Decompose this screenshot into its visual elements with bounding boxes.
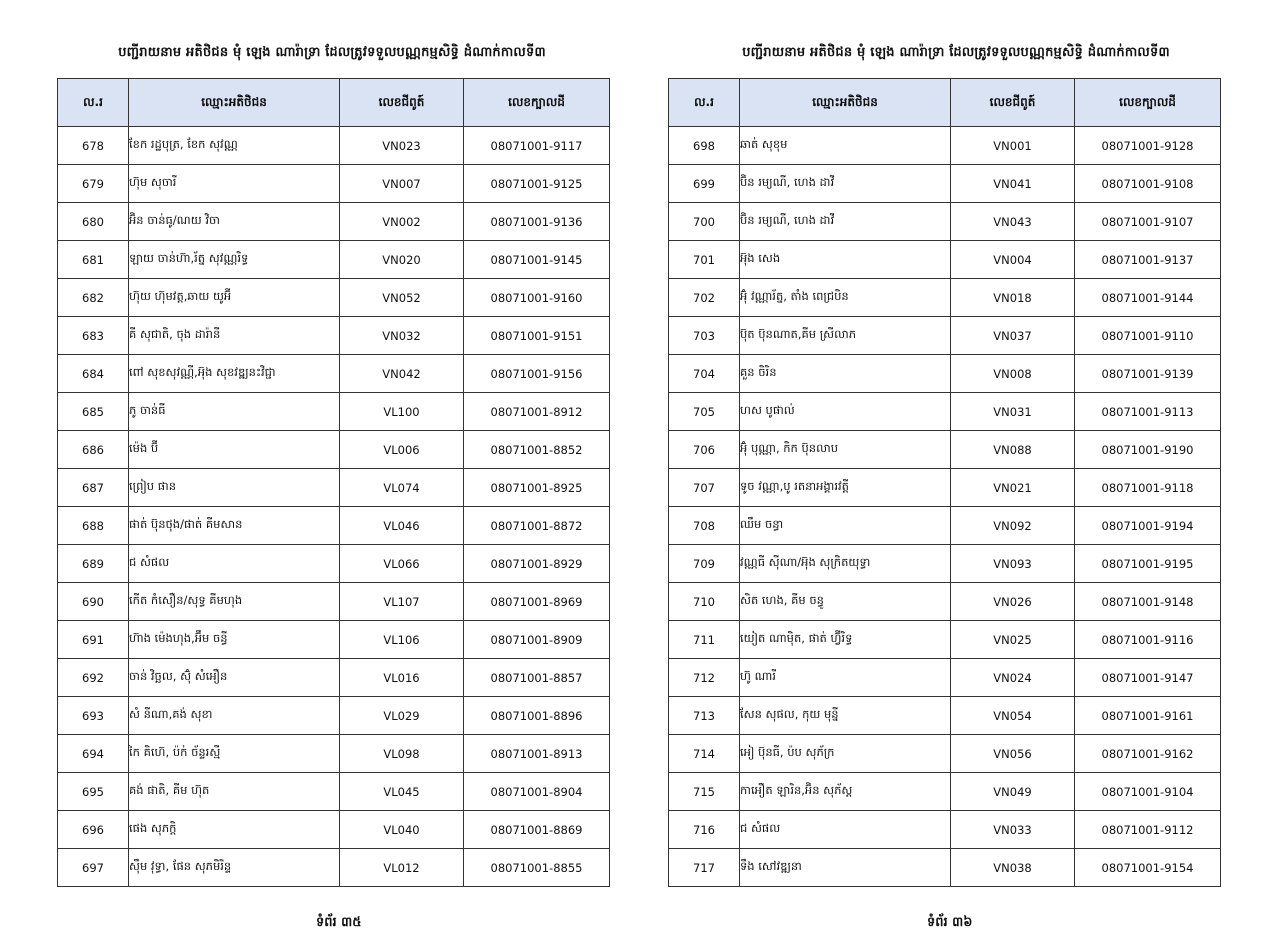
cell-no: 698 — [669, 127, 740, 165]
cell-code: VN054 — [951, 697, 1075, 735]
table-row — [669, 583, 1221, 621]
header-no: ល.រ — [58, 79, 129, 127]
table-row — [58, 431, 610, 469]
table-row — [669, 469, 1221, 507]
cell-name: ខែក រដ្ឋបុត្រ, ខែក សុវណ្ណ — [129, 127, 340, 165]
table-row — [669, 621, 1221, 659]
cell-land: 08071001-9108 — [1075, 165, 1221, 203]
cell-code: VN024 — [951, 659, 1075, 697]
cell-no: 699 — [669, 165, 740, 203]
header-code: លេខជីពូត៍ — [951, 79, 1075, 127]
header-no: ល.រ — [669, 79, 740, 127]
table-row — [58, 165, 610, 203]
cell-code: VN041 — [951, 165, 1075, 203]
cell-code: VL098 — [340, 735, 464, 773]
cell-name: វណ្ណធី ស៊ីណា/អ៊ុង សុក្រិតយុទ្ធា — [740, 545, 951, 583]
cell-name: អ៊ុំ វណ្ណារ័ត្ន, តាំង ពេជ្របិន — [740, 279, 951, 317]
cell-name: គួន ចិរិន — [740, 355, 951, 393]
cell-code: VN023 — [340, 127, 464, 165]
table-row — [669, 659, 1221, 697]
table-row — [669, 545, 1221, 583]
table-row — [58, 355, 610, 393]
table-row — [669, 393, 1221, 431]
header-name: ឈ្មោះអតិថិជន — [129, 79, 340, 127]
cell-code: VN092 — [951, 507, 1075, 545]
cell-land: 08071001-8909 — [464, 621, 610, 659]
cell-name: ឈឹម ចន្ធា — [740, 507, 951, 545]
cell-code: VL100 — [340, 393, 464, 431]
cell-code: VL016 — [340, 659, 464, 697]
cell-no: 697 — [58, 849, 129, 887]
table-row — [669, 735, 1221, 773]
table-row — [669, 317, 1221, 355]
cell-name: ឡាយ ចាន់ហ៊ា,រ័ត្ន សុវណ្ណរិទ្ធ — [129, 241, 340, 279]
cell-name: សំ នីណា,គង់ សុខា — [129, 697, 340, 735]
cell-no: 680 — [58, 203, 129, 241]
cell-code: VN026 — [951, 583, 1075, 621]
cell-name: ផាត់ ប៊ុនថុង/ផាត់ គីមសាន — [129, 507, 340, 545]
cell-code: VN004 — [951, 241, 1075, 279]
cell-code: VN093 — [951, 545, 1075, 583]
table-row — [58, 279, 610, 317]
cell-no: 687 — [58, 469, 129, 507]
right-page — [640, 0, 1280, 949]
cell-land: 08071001-9161 — [1075, 697, 1221, 735]
cell-land: 08071001-8872 — [464, 507, 610, 545]
page-number: ទំព័រ ៣៦ — [927, 915, 973, 930]
page-number: ទំព័រ ៣៥ — [316, 915, 362, 930]
cell-name: ពៅ សុខសុវណ្ណី,អ៊ុង សុខវឌ្ឍនះវិជ្ជា — [129, 355, 340, 393]
cell-no: 705 — [669, 393, 740, 431]
table-row — [58, 849, 610, 887]
cell-no: 700 — [669, 203, 740, 241]
cell-no: 685 — [58, 393, 129, 431]
cell-land: 08071001-9139 — [1075, 355, 1221, 393]
cell-name: អៀ ប៊ុនធី, ប៉ប សុភ័ក្រ — [740, 735, 951, 773]
cell-name: ប៊ុត ប៊ុនណាត,គីម ស្រីលាភ — [740, 317, 951, 355]
table-row — [669, 507, 1221, 545]
cell-name: គី សុជាតិ, ចុង ដារ៉ានី — [129, 317, 340, 355]
table-header-row — [58, 79, 610, 127]
cell-no: 695 — [58, 773, 129, 811]
cell-land: 08071001-8912 — [464, 393, 610, 431]
cell-name: ហ៊ូ ណារី — [740, 659, 951, 697]
table-row — [58, 811, 610, 849]
cell-name: ទូច វណ្ណា,បូ រតនាអង្គារវត្តី — [740, 469, 951, 507]
cell-name: ជ សំផល — [740, 811, 951, 849]
cell-name: ភូ ចាន់ធី — [129, 393, 340, 431]
cell-name: ឆាត់ សុខុម — [740, 127, 951, 165]
table-row — [669, 279, 1221, 317]
cell-no: 684 — [58, 355, 129, 393]
cell-no: 712 — [669, 659, 740, 697]
cell-name: ចាន់ វិច្ឆល, ស៊ុំ សំអឿន — [129, 659, 340, 697]
table-row — [669, 355, 1221, 393]
cell-code: VL012 — [340, 849, 464, 887]
cell-name: សិត ហេង, គីម ចន្ធូ — [740, 583, 951, 621]
table-row — [669, 697, 1221, 735]
cell-land: 08071001-9137 — [1075, 241, 1221, 279]
cell-name: កាអឿត ឡារិន,អ៊ិន សុភ័ស្ត — [740, 773, 951, 811]
cell-no: 683 — [58, 317, 129, 355]
cell-code: VL074 — [340, 469, 464, 507]
cell-name: កៃ គិហ៊េ, ប៉ក់ ច័ន្ទរស្មី — [129, 735, 340, 773]
cell-no: 691 — [58, 621, 129, 659]
cell-land: 08071001-9162 — [1075, 735, 1221, 773]
table-row — [58, 241, 610, 279]
cell-name: ហ៊ុយ ហ៊ុមវត្ត,ឆាយ យូអ៊ី — [129, 279, 340, 317]
cell-no: 690 — [58, 583, 129, 621]
cell-name: ទឹង សៅវឌ្ឍនា — [740, 849, 951, 887]
cell-land: 08071001-8913 — [464, 735, 610, 773]
table-row — [669, 203, 1221, 241]
cell-code: VN008 — [951, 355, 1075, 393]
cell-land: 08071001-9160 — [464, 279, 610, 317]
cell-code: VN021 — [951, 469, 1075, 507]
table-row — [58, 583, 610, 621]
table-row — [669, 773, 1221, 811]
cell-name: សែន សុផល, កុយ មុន្នី — [740, 697, 951, 735]
cell-code: VL046 — [340, 507, 464, 545]
cell-code: VL066 — [340, 545, 464, 583]
cell-no: 711 — [669, 621, 740, 659]
cell-land: 08071001-9147 — [1075, 659, 1221, 697]
header-code: លេខជីពូត៍ — [340, 79, 464, 127]
cell-land: 08071001-9128 — [1075, 127, 1221, 165]
cell-no: 681 — [58, 241, 129, 279]
cell-name: អ៊ុំ បុណ្ណា, កិក ប៊ុនលាប — [740, 431, 951, 469]
cell-land: 08071001-8929 — [464, 545, 610, 583]
cell-land: 08071001-9110 — [1075, 317, 1221, 355]
cell-code: VN007 — [340, 165, 464, 203]
cell-no: 714 — [669, 735, 740, 773]
table-row — [669, 241, 1221, 279]
cell-land: 08071001-9154 — [1075, 849, 1221, 887]
cell-land: 08071001-9117 — [464, 127, 610, 165]
table-row — [58, 735, 610, 773]
table-row — [669, 431, 1221, 469]
cell-no: 678 — [58, 127, 129, 165]
cell-name: ម៉េង ប៊ី — [129, 431, 340, 469]
cell-land: 08071001-9151 — [464, 317, 610, 355]
header-land: លេខក្បាលដី — [464, 79, 610, 127]
cell-land: 08071001-8852 — [464, 431, 610, 469]
table-header-row — [669, 79, 1221, 127]
cell-name: កើត កំសឿន/សុទ្ធ គីមហុង — [129, 583, 340, 621]
cell-name: ផេង សុភក្ដិ — [129, 811, 340, 849]
table-row — [669, 849, 1221, 887]
cell-name: ហ៊ាង ម៉េងហុង,អ៊ឹម ចន្ធី — [129, 621, 340, 659]
table-row — [58, 203, 610, 241]
cell-code: VN049 — [951, 773, 1075, 811]
cell-no: 709 — [669, 545, 740, 583]
cell-no: 715 — [669, 773, 740, 811]
cell-no: 713 — [669, 697, 740, 735]
cell-no: 686 — [58, 431, 129, 469]
cell-no: 710 — [669, 583, 740, 621]
page-title: បញ្ជីរាយនាម អតិថិជន មុំ ឡេង ណារ៉ាទ្រា ដែលត្រូវទទួលបណ្ណកម្មសិទ្ធិ ដំណាក់កាលទី៣ — [742, 45, 1170, 60]
cell-land: 08071001-8855 — [464, 849, 610, 887]
cell-code: VN042 — [340, 355, 464, 393]
cell-code: VL029 — [340, 697, 464, 735]
cell-no: 717 — [669, 849, 740, 887]
cell-land: 08071001-8925 — [464, 469, 610, 507]
cell-name: គង់ ផាតិ, គីម ហ៊ុត — [129, 773, 340, 811]
cell-no: 694 — [58, 735, 129, 773]
cell-land: 08071001-9112 — [1075, 811, 1221, 849]
cell-no: 679 — [58, 165, 129, 203]
cell-no: 716 — [669, 811, 740, 849]
header-name: ឈ្មោះអតិថិជន — [740, 79, 951, 127]
cell-name: ព្រៀប ផាន — [129, 469, 340, 507]
table-row — [58, 469, 610, 507]
cell-code: VN025 — [951, 621, 1075, 659]
cell-land: 08071001-9194 — [1075, 507, 1221, 545]
cell-land: 08071001-9107 — [1075, 203, 1221, 241]
cell-code: VN031 — [951, 393, 1075, 431]
cell-code: VN032 — [340, 317, 464, 355]
cell-no: 682 — [58, 279, 129, 317]
cell-code: VN052 — [340, 279, 464, 317]
cell-code: VN020 — [340, 241, 464, 279]
cell-code: VL040 — [340, 811, 464, 849]
cell-land: 08071001-8904 — [464, 773, 610, 811]
cell-name: ហស បូផាល់ — [740, 393, 951, 431]
cell-no: 701 — [669, 241, 740, 279]
table-row — [58, 127, 610, 165]
cell-land: 08071001-9145 — [464, 241, 610, 279]
cell-name: ជ សំផល — [129, 545, 340, 583]
cell-no: 708 — [669, 507, 740, 545]
table-row — [58, 621, 610, 659]
table-row — [58, 545, 610, 583]
cell-code: VN056 — [951, 735, 1075, 773]
cell-code: VN037 — [951, 317, 1075, 355]
cell-no: 702 — [669, 279, 740, 317]
cell-land: 08071001-9156 — [464, 355, 610, 393]
cell-land: 08071001-9118 — [1075, 469, 1221, 507]
cell-name: ស៊ឹម វុទ្ធា, ផែន សុភមិរិន្ទ — [129, 849, 340, 887]
cell-name: អ៊ុង សេង — [740, 241, 951, 279]
customer-table — [668, 78, 1221, 887]
cell-land: 08071001-8869 — [464, 811, 610, 849]
cell-land: 08071001-9116 — [1075, 621, 1221, 659]
table-row — [58, 393, 610, 431]
cell-code: VN088 — [951, 431, 1075, 469]
cell-no: 707 — [669, 469, 740, 507]
cell-no: 703 — [669, 317, 740, 355]
cell-land: 08071001-9104 — [1075, 773, 1221, 811]
table-row — [58, 317, 610, 355]
cell-code: VN002 — [340, 203, 464, 241]
cell-land: 08071001-9113 — [1075, 393, 1221, 431]
cell-no: 692 — [58, 659, 129, 697]
cell-land: 08071001-9148 — [1075, 583, 1221, 621]
cell-land: 08071001-9136 — [464, 203, 610, 241]
header-land: លេខក្បាលដី — [1075, 79, 1221, 127]
page-title: បញ្ជីរាយនាម អតិថិជន មុំ ឡេង ណារ៉ាទ្រា ដែលត្រូវទទួលបណ្ណកម្មសិទ្ធិ ដំណាក់កាលទី៣ — [118, 45, 546, 60]
cell-land: 08071001-8969 — [464, 583, 610, 621]
cell-code: VN043 — [951, 203, 1075, 241]
cell-code: VL045 — [340, 773, 464, 811]
cell-code: VL006 — [340, 431, 464, 469]
cell-no: 696 — [58, 811, 129, 849]
cell-no: 689 — [58, 545, 129, 583]
table-row — [58, 659, 610, 697]
table-row — [669, 811, 1221, 849]
cell-code: VN001 — [951, 127, 1075, 165]
cell-land: 08071001-9144 — [1075, 279, 1221, 317]
table-row — [669, 127, 1221, 165]
table-row — [58, 507, 610, 545]
cell-code: VN033 — [951, 811, 1075, 849]
cell-name: យៀត ណាម៉ិត, ផាត់ ហ្វ៊ីរិទ្ធ — [740, 621, 951, 659]
cell-land: 08071001-8896 — [464, 697, 610, 735]
table-row — [58, 697, 610, 735]
cell-land: 08071001-8857 — [464, 659, 610, 697]
cell-land: 08071001-9125 — [464, 165, 610, 203]
cell-code: VL106 — [340, 621, 464, 659]
cell-name: ប៊ិន រម្យណី, ហេង ដាវី — [740, 203, 951, 241]
cell-code: VL107 — [340, 583, 464, 621]
cell-name: ហ៊ុម សុចារី — [129, 165, 340, 203]
customer-table — [57, 78, 610, 887]
cell-no: 704 — [669, 355, 740, 393]
cell-land: 08071001-9190 — [1075, 431, 1221, 469]
cell-name: អ៊ិន ចាន់ធូ/ណយ វិចា — [129, 203, 340, 241]
cell-code: VN018 — [951, 279, 1075, 317]
cell-land: 08071001-9195 — [1075, 545, 1221, 583]
cell-no: 693 — [58, 697, 129, 735]
cell-name: ប៊ិន រម្យណី, ហេង ដាវី — [740, 165, 951, 203]
table-row — [669, 165, 1221, 203]
cell-no: 688 — [58, 507, 129, 545]
table-row — [58, 773, 610, 811]
cell-code: VN038 — [951, 849, 1075, 887]
cell-no: 706 — [669, 431, 740, 469]
